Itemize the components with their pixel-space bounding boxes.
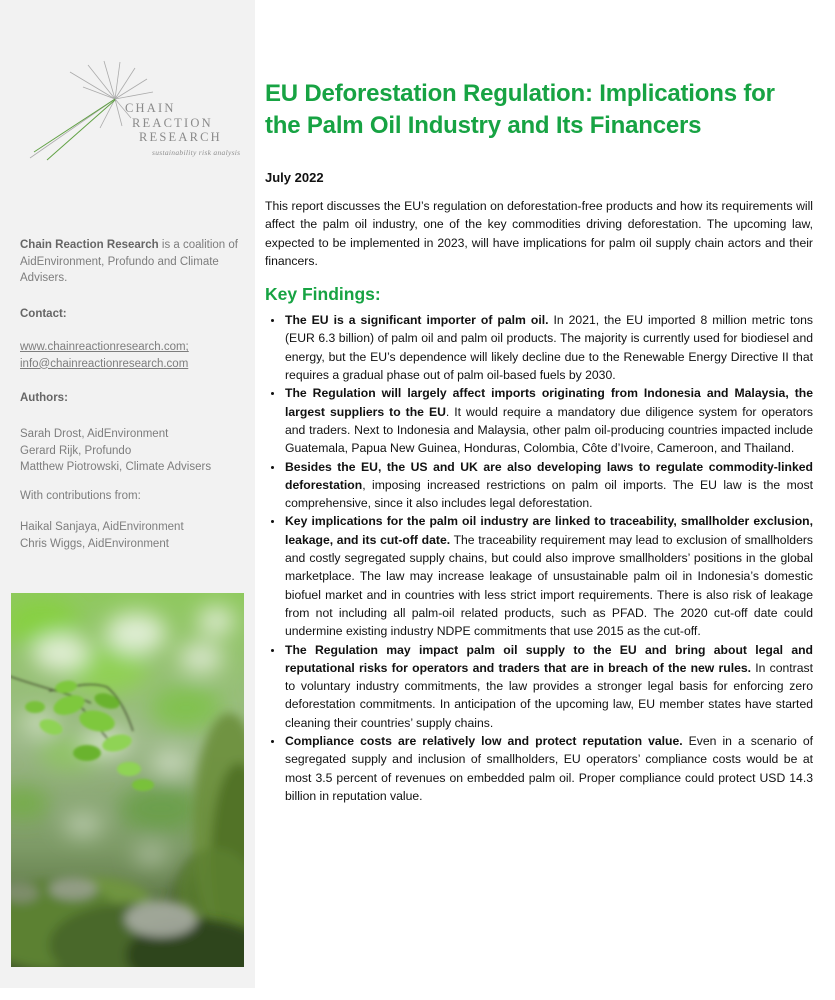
sidebar [0, 0, 255, 988]
contact-link[interactable]: www.chainreactionresearch.com; [20, 341, 189, 353]
report-date: July 2022 [265, 170, 324, 185]
finding-text: , imposing increased restrictions on palm oil imports. The EU law is the most comprehensive, since it also includes legal deforestation. [285, 477, 813, 511]
finding-text: The traceability requirement may lead to exclusion of smallholders and costly segregated supply chains, but could also improve smallholders’ positions in the global marketplace. The law may increase leakage of unsustainable palm oil in Indonesia’s domestic biofuel market and in countries with less strict import requirements. There is also risk of leakage from not including all palm-oil related products, such as PFAD. The 2020 cut-off date could undermine existing industry NDPE commitments that use 2015 as the cut-off. [285, 532, 814, 639]
finding-lead: Compliance costs are relatively low and protect reputation value. [285, 734, 683, 749]
finding-item [284, 732, 813, 805]
finding-item [284, 512, 813, 640]
report-body [265, 0, 813, 805]
forest-moss-photo [11, 593, 244, 967]
contact-label: Contact: [20, 308, 67, 320]
logo-tagline: sustainability risk analysis [152, 147, 241, 157]
key-findings-list [265, 311, 813, 805]
finding-text: In 2021, the EU imported 8 million metric tons (EUR 6.3 billion) of palm oil and palm oil products. The majority is currently used for biodiesel and energy, but the EU’s dependence will likely decline due to the Renewable Energy Directive II that requires a gradual phase out of palm oil-based fuels by 2030. [285, 313, 813, 383]
about-rest: is a coalition of AidEnvironment, Profundo and Climate Advisers. [20, 239, 238, 284]
finding-item [284, 384, 813, 457]
author-item: Matthew Piotrowski, Climate Advisers [20, 461, 212, 473]
contact-links [20, 339, 238, 372]
logo-line: CHAIN [125, 101, 176, 115]
contributions-label: With contributions from: [20, 490, 141, 502]
author-item: Sarah Drost, AidEnvironment [20, 428, 169, 440]
finding-item [284, 458, 813, 513]
about-org-name: Chain Reaction Research [20, 239, 159, 251]
finding-lead: The EU is a significant importer of palm oil. [285, 313, 549, 328]
finding-lead: Besides the EU, the US and UK are also developing laws to regulate commodity-linked deforestation [285, 459, 813, 492]
finding-lead: The Regulation may impact palm oil supply to the EU and bring about legal and reputational risks for operators and traders that are in breach of the new rules. [285, 642, 813, 675]
finding-lead: Key implications for the palm oil industry are linked to traceability, smallholder exclusion, leakage, and its cut-off date. [285, 514, 813, 547]
contributor-item: Haikal Sanjaya, AidEnvironment [20, 521, 184, 533]
about-text [20, 237, 238, 287]
finding-text: . It would require a mandatory due diligence system for operators and traders. Next to Indonesia and Malaysia, other palm oil-producing countries impacted include Guatemala, Papua New Guinea, Honduras, Colombia, Côte d’Ivoire, Cameroon, and Thailand. [285, 404, 813, 456]
author-item: Gerard Rijk, Profundo [20, 444, 132, 457]
finding-text: Even in a scenario of segregated supply and inclusion of smallholders, EU operators’ compliance costs would be at most 3.5 percent of revenues on embedded palm oil. Proper compliance could protect USD 14.3 billion in reputation value. [285, 734, 813, 803]
finding-item [284, 641, 813, 732]
logo-wordmark [125, 101, 240, 160]
authors-label: Authors: [20, 392, 68, 404]
contact-link[interactable]: info@chainreactionresearch.com [20, 357, 189, 370]
finding-lead: The Regulation will largely affect imports originating from Indonesia and Malaysia, the largest suppliers to the EU [285, 386, 813, 419]
finding-text: In contrast to voluntary industry commitments, the law provides a stronger legal basis for enforcing zero deforestation commitments. In anticipation of the upcoming law, EU member states have started cleaning their countries’ supply chains. [285, 660, 813, 730]
logo-line: RESEARCH [139, 130, 222, 144]
finding-item [284, 311, 813, 384]
authors-list [20, 426, 238, 476]
logo-line: REACTION [132, 115, 213, 130]
key-findings-heading: Key Findings: [265, 284, 381, 305]
intro-paragraph: This report discusses the EU’s regulation on deforestation-free products and how its requirements will affect the palm oil industry, one of the key commodities driving deforestation. The upcoming law, expected to be implemented in 2023, will have implications for palm oil supply chain actors and their financers. [265, 199, 813, 268]
contributor-item: Chris Wiggs, AidEnvironment [20, 537, 169, 550]
page-title: EU Deforestation Regulation: Implications for the Palm Oil Industry and Its Financers [265, 80, 775, 139]
contributors-list [20, 519, 238, 552]
